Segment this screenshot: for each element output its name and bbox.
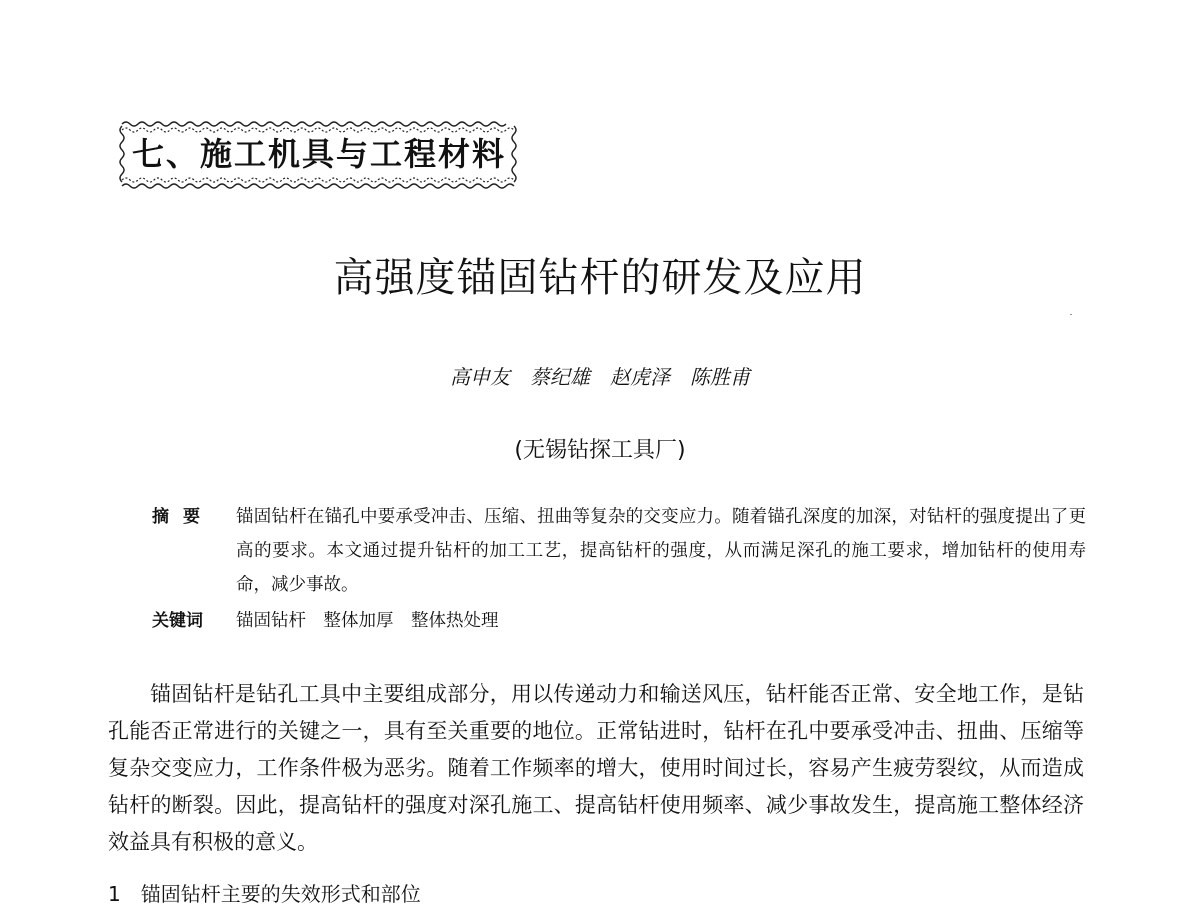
body-paragraph: 锚固钻杆是钻孔工具中主要组成部分，用以传递动力和输送风压，钻杆能否正常、安全地工作，是钻孔能否正常进行的关键之一，具有至关重要的地位。正常钻进时，钻杆在孔中要承受冲击、扭曲、压缩等复杂交变应力，工作条件极为恶劣。随着工作频率的增大，使用时间过长，容易产生疲劳裂纹，从而造成钻杆的断裂。因此，提高钻杆的强度对深孔施工、提高钻杆使用频率、减少事故发生，提高施工整体经济效益具有积极的意义。	[108, 682, 1084, 854]
author-list: 高申友 蔡纪雄 赵虎泽 陈胜甫	[450, 365, 750, 389]
abstract-label: 摘要	[152, 507, 214, 527]
section-heading: 1 锚固钻杆主要的失效形式和部位	[108, 882, 421, 906]
keywords-label: 关键词	[152, 611, 203, 631]
section-banner-title: 七、施工机具与工程材料	[132, 135, 507, 173]
keywords-text: 锚固钻杆 整体加厚 整体热处理	[236, 611, 499, 631]
author-affiliation: (无锡钻探工具厂)	[514, 438, 686, 463]
paper-title: 高强度锚固钻杆的研发及应用	[333, 255, 867, 301]
abstract-text: 锚固钻杆在锚孔中要承受冲击、压缩、扭曲等复杂的交变应力。随着锚孔深度的加深，对钻杆的强度提出了更高的要求。本文通过提升钻杆的加工工艺，提高钻杆的强度，从而满足深孔的施工要求，增加钻杆的使用寿命，减少事故。	[236, 507, 1086, 595]
scan-speck	[1070, 314, 1072, 315]
section-banner	[116, 118, 520, 190]
